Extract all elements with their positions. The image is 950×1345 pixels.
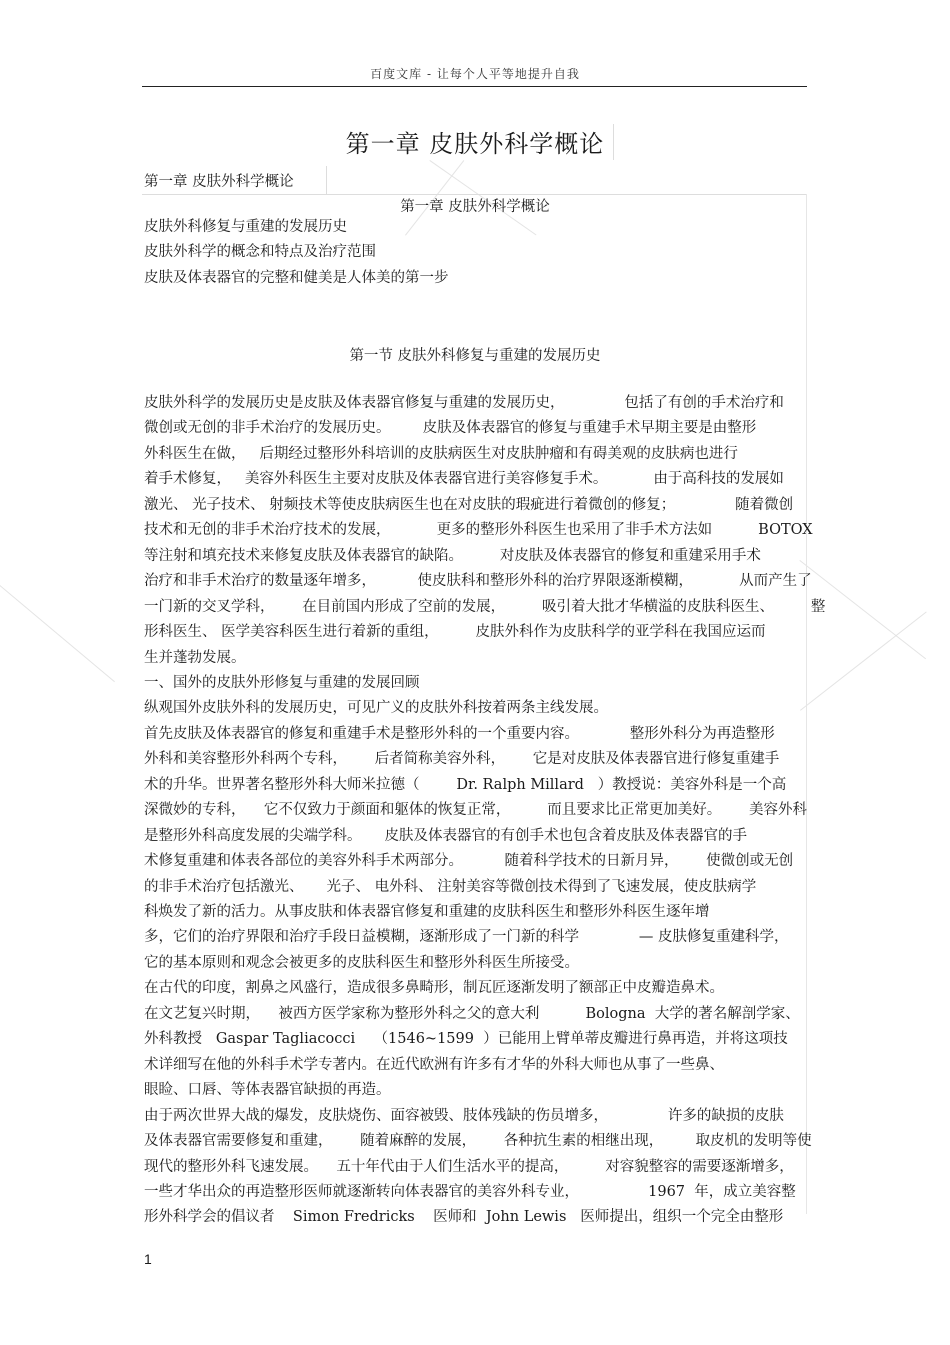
page-header: 百度文库 - 让每个人平等地提升自我 (370, 67, 580, 81)
body-line: 外科教授 Gaspar Tagliacocci （1546~1599 ）已能用上臂单蒂皮瓣进行鼻再造，并将这项技 (144, 1031, 788, 1048)
body-line: 首先皮肤及体表器官的修复和重建手术是整形外科的一个重要内容。 整形外科分为再造整形 (144, 725, 775, 742)
body-line: 它的基本原则和观念会被更多的皮肤科医生和整形外科医生所接受。 (144, 954, 579, 971)
body-line: 多，它们的治疗界限和治疗手段日益模糊，逐渐形成了一门新的科学 — 皮肤修复重建科学， (144, 929, 789, 946)
toc-item: 皮肤及体表器官的完整和健美是人体美的第一步 (144, 270, 449, 286)
subtitle-divider (326, 166, 327, 194)
body-line: 术的升华。世界著名整形外科大师米拉德（ Dr. Ralph Millard ）教授说：美容外科是一个高 (144, 776, 787, 793)
toc-item: 皮肤外科学的概念和特点及治疗范围 (144, 244, 376, 260)
decor-line (0, 585, 115, 682)
page-number: 1 (144, 1251, 152, 1267)
body-line: 由于两次世界大战的爆发，皮肤烧伤、面容被毁、肢体残缺的伤员增多， 许多的缺损的皮肤 (144, 1107, 784, 1124)
body-line: 的非手术治疗包括激光、 光子、 电外科、 注射美容等微创技术得到了飞速发展，使皮肤病学 (144, 878, 757, 895)
section-heading: 第一节 皮肤外科修复与重建的发展历史 (349, 348, 601, 364)
body-line: 一、国外的皮肤外形修复与重建的发展回顾 (144, 674, 420, 691)
body-line: 现代的整形外科飞速发展。 五十年代由于人们生活水平的提高， 对容貌整容的需要逐渐增多， (144, 1158, 794, 1175)
header-rule (142, 86, 807, 87)
toc-item: 皮肤外科修复与重建的发展历史 (144, 219, 347, 235)
body-line: 外科和美容整形外科两个专科， 后者简称美容外科， 它是对皮肤及体表器官进行修复重建手 (144, 751, 780, 768)
body-line: 等注射和填充技术来修复皮肤及体表器官的缺陷。 对皮肤及体表器官的修复和重建采用手术 (144, 547, 761, 564)
body-line: 及体表器官需要修复和重建， 随着麻醉的发展， 各种抗生素的相继出现， 取皮机的发明等使 (144, 1133, 812, 1150)
body-line: 纵观国外皮肤外科的发展历史，可见广义的皮肤外科按着两条主线发展。 (144, 700, 608, 717)
body-line: 一些才华出众的再造整形医师就逐渐转向体表器官的美容外科专业， 1967 年，成立美容整 (144, 1183, 796, 1200)
toc-heading: 第一章 皮肤外科学概论 (400, 199, 550, 215)
body-line: 一门新的交叉学科， 在目前国内形成了空前的发展， 吸引着大批才华横溢的皮肤科医生、 整 (144, 598, 826, 615)
body-line: 激光、 光子技术、 射频技术等使皮肤病医生也在对皮肤的瑕疵进行着微创的修复； 随着微创 (144, 496, 794, 513)
title-divider (613, 124, 614, 160)
body-line: 皮肤外科学的发展历史是皮肤及体表器官修复与重建的发展历史， 包括了有创的手术治疗和 (144, 395, 784, 411)
body-line: 生并蓬勃发展。 (144, 649, 246, 666)
body-line: 治疗和非手术治疗的数量逐年增多， 使皮肤科和整形外科的治疗界限逐渐模糊， 从而产生了 (144, 573, 812, 590)
body-line: 深微妙的专科， 它不仅致力于颜面和躯体的恢复正常， 而且要求比正常更加美好。 美容外科 (144, 802, 807, 819)
body-line: 是整形外科高度发展的尖端学科。 皮肤及体表器官的有创手术也包含着皮肤及体表器官的手 (144, 827, 748, 844)
body-line: 技术和无创的非手术治疗技术的发展， 更多的整形外科医生也采用了非手术方法如 BOTOX (144, 522, 813, 539)
body-line: 着手术修复， 美容外科医生主要对皮肤及体表器官进行美容修复手术。 由于高科技的发展如 (144, 471, 784, 488)
body-line: 形科医生、 医学美容科医生进行着新的重组， 皮肤外科作为皮肤科学的亚学科在我国应运而 (144, 624, 766, 641)
body-line: 术修复重建和体表各部位的美容外科手术两部分。 随着科学技术的日新月异， 使微创或无创 (144, 853, 794, 870)
body-line: 眼睑、口唇、等体表器官缺损的再造。 (144, 1082, 391, 1099)
body-line: 术详细写在他的外科手术学专著内。在近代欧洲有许多有才华的外科大师也从事了一些鼻、 (144, 1056, 724, 1073)
page-title: 第一章 皮肤外科学概论 (345, 130, 605, 158)
body-line: 科焕发了新的活力。从事皮肤和体表器官修复和重建的皮肤科医生和整形外科医生逐年增 (144, 904, 710, 920)
body-line: 在古代的印度，割鼻之风盛行，造成很多鼻畸形，制瓦匠逐渐发明了额部正中皮瓣造鼻术。 (144, 980, 724, 997)
body-line: 微创或无创的非手术治疗的发展历史。 皮肤及体表器官的修复与重建手术早期主要是由整形 (144, 420, 757, 437)
body-line: 外科医生在做， 后期经过整形外科培训的皮肤病医生对皮肤肿瘤和有碍美观的皮肤病也进行 (144, 445, 738, 462)
decor-line (800, 611, 927, 710)
body-line: 形外科学会的倡议者 Simon Fredricks 医师和 John Lewis 医师提出，组织一个完全由整形 (144, 1209, 784, 1226)
chapter-subtitle: 第一章 皮肤外科学概论 (144, 174, 294, 190)
body-line: 在文艺复兴时期， 被西方医学家称为整形外科之父的意大利 Bologna 大学的著名解剖学家、 (144, 1005, 800, 1022)
